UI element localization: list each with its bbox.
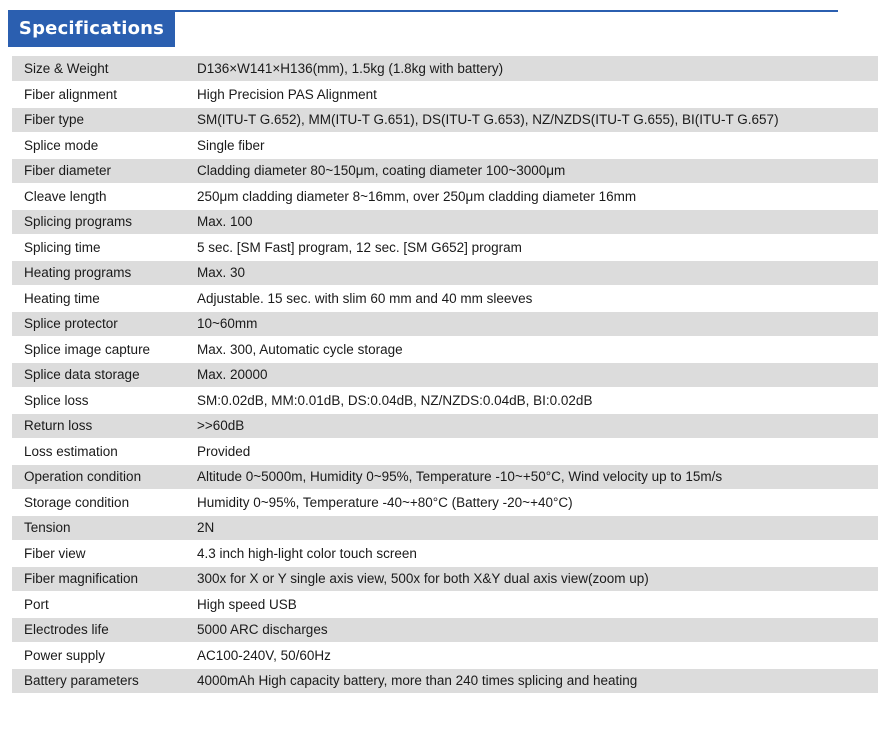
spec-label: Size & Weight	[12, 56, 185, 82]
spec-label: Return loss	[12, 413, 185, 439]
spec-value: 250μm cladding diameter 8~16mm, over 250μm cladding diameter 16mm	[185, 184, 878, 210]
spec-row	[12, 286, 878, 312]
spec-label: Battery parameters	[12, 668, 185, 694]
spec-value: >>60dB	[185, 413, 878, 439]
spec-label: Cleave length	[12, 184, 185, 210]
spec-value: Max. 30	[185, 260, 878, 286]
spec-value: Provided	[185, 439, 878, 465]
spec-label: Loss estimation	[12, 439, 185, 465]
spec-value: Max. 20000	[185, 362, 878, 388]
spec-row	[12, 515, 878, 541]
spec-value: SM(ITU-T G.652), MM(ITU-T G.651), DS(ITU-T G.653), NZ/NZDS(ITU-T G.655), BI(ITU-T G.657)	[185, 107, 878, 133]
spec-row	[12, 464, 878, 490]
spec-row	[12, 566, 878, 592]
spec-row	[12, 184, 878, 210]
spec-value: 4000mAh High capacity battery, more than 240 times splicing and heating	[185, 668, 878, 694]
specifications-table-body	[12, 56, 878, 694]
spec-label: Splice image capture	[12, 337, 185, 363]
spec-value: Humidity 0~95%, Temperature -40~+80°C (Battery -20~+40°C)	[185, 490, 878, 516]
spec-label: Port	[12, 592, 185, 618]
spec-label: Splicing time	[12, 235, 185, 261]
spec-row	[12, 668, 878, 694]
spec-value: 300x for X or Y single axis view, 500x for both X&Y dual axis view(zoom up)	[185, 566, 878, 592]
spec-row	[12, 413, 878, 439]
spec-row	[12, 107, 878, 133]
spec-label: Fiber diameter	[12, 158, 185, 184]
spec-value: 5 sec. [SM Fast] program, 12 sec. [SM G652] program	[185, 235, 878, 261]
spec-value: 10~60mm	[185, 311, 878, 337]
spec-label: Tension	[12, 515, 185, 541]
spec-value: 2N	[185, 515, 878, 541]
spec-value: D136×W141×H136(mm), 1.5kg (1.8kg with battery)	[185, 56, 878, 82]
spec-label: Fiber alignment	[12, 82, 185, 108]
spec-row	[12, 439, 878, 465]
spec-row	[12, 260, 878, 286]
spec-row	[12, 56, 878, 82]
spec-row	[12, 362, 878, 388]
spec-value: Max. 100	[185, 209, 878, 235]
spec-label: Heating programs	[12, 260, 185, 286]
spec-label: Splice loss	[12, 388, 185, 414]
spec-row	[12, 388, 878, 414]
spec-value: Altitude 0~5000m, Humidity 0~95%, Temperature -10~+50°C, Wind velocity up to 15m/s	[185, 464, 878, 490]
spec-label: Splice mode	[12, 133, 185, 159]
spec-label: Storage condition	[12, 490, 185, 516]
spec-label: Splice protector	[12, 311, 185, 337]
spec-value: Max. 300, Automatic cycle storage	[185, 337, 878, 363]
spec-label: Electrodes life	[12, 617, 185, 643]
spec-row	[12, 490, 878, 516]
spec-row	[12, 541, 878, 567]
spec-row	[12, 337, 878, 363]
spec-value: 5000 ARC discharges	[185, 617, 878, 643]
spec-label: Splice data storage	[12, 362, 185, 388]
spec-value: High Precision PAS Alignment	[185, 82, 878, 108]
spec-label: Fiber type	[12, 107, 185, 133]
spec-value: 4.3 inch high-light color touch screen	[185, 541, 878, 567]
spec-row	[12, 158, 878, 184]
spec-row	[12, 82, 878, 108]
spec-row	[12, 643, 878, 669]
spec-label: Power supply	[12, 643, 185, 669]
spec-value: AC100-240V, 50/60Hz	[185, 643, 878, 669]
spec-label: Fiber magnification	[12, 566, 185, 592]
specifications-table	[12, 56, 878, 695]
spec-label: Heating time	[12, 286, 185, 312]
spec-value: Single fiber	[185, 133, 878, 159]
spec-value: High speed USB	[185, 592, 878, 618]
spec-row	[12, 209, 878, 235]
section-title: Specifications	[8, 10, 175, 47]
spec-value: SM:0.02dB, MM:0.01dB, DS:0.04dB, NZ/NZDS:0.04dB, BI:0.02dB	[185, 388, 878, 414]
spec-row	[12, 311, 878, 337]
header-divider-line	[175, 10, 838, 12]
spec-row	[12, 592, 878, 618]
spec-label: Fiber view	[12, 541, 185, 567]
spec-value: Adjustable. 15 sec. with slim 60 mm and 40 mm sleeves	[185, 286, 878, 312]
spec-row	[12, 235, 878, 261]
spec-label: Splicing programs	[12, 209, 185, 235]
spec-row	[12, 133, 878, 159]
specifications-header	[8, 10, 838, 47]
spec-row	[12, 617, 878, 643]
spec-label: Operation condition	[12, 464, 185, 490]
spec-value: Cladding diameter 80~150μm, coating diameter 100~3000μm	[185, 158, 878, 184]
